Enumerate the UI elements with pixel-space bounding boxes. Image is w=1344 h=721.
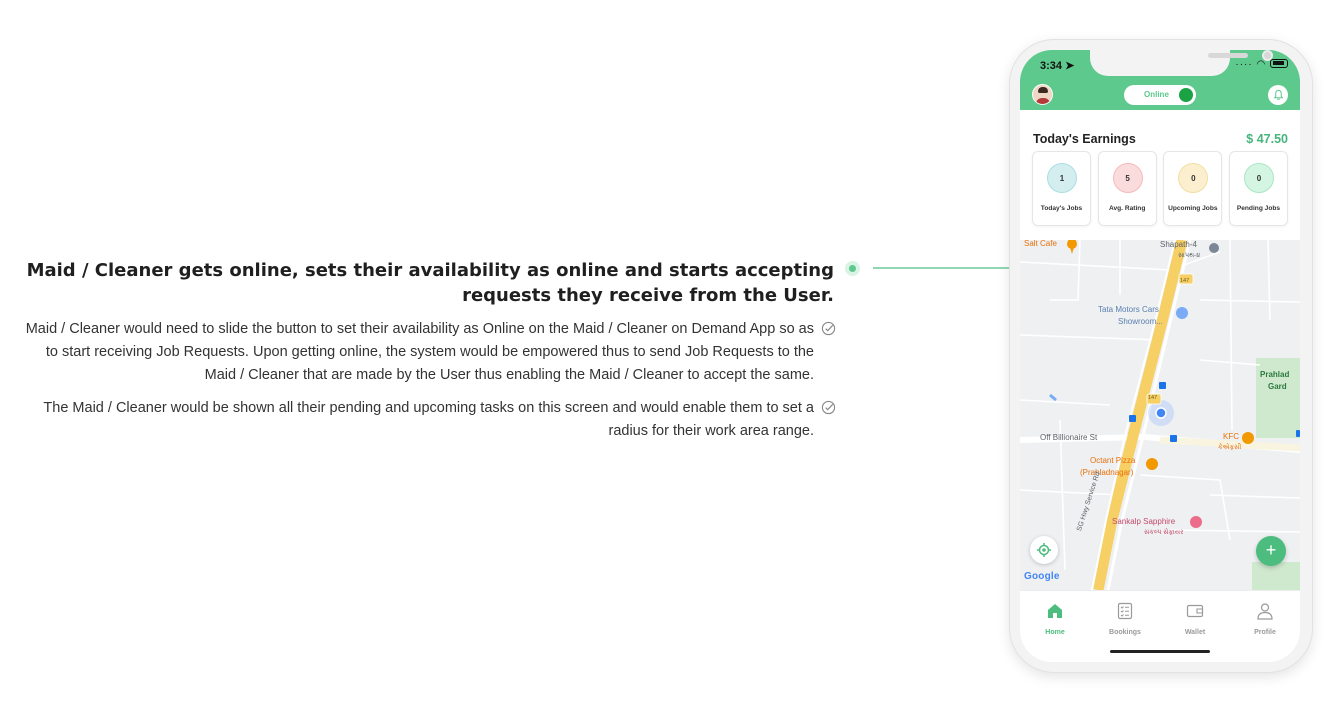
battery-icon — [1270, 59, 1288, 68]
map-label-tata-showroom: Showroom... — [1118, 317, 1163, 326]
status-time — [1040, 59, 1074, 72]
tab-label: Home — [1045, 629, 1065, 636]
earnings-value: $ 47.50 — [1246, 132, 1288, 146]
google-logo: Google — [1024, 571, 1060, 582]
map-road-shield: 147 — [1180, 278, 1190, 284]
stat-label: Upcoming Jobs — [1168, 205, 1218, 212]
online-toggle-label: Online — [1144, 90, 1169, 99]
tab-home[interactable] — [1020, 591, 1090, 662]
map-label-sankalp: Sankalp Sapphire — [1112, 517, 1176, 526]
stat-value: 0 — [1244, 163, 1274, 193]
stat-card-todays-jobs[interactable] — [1032, 151, 1091, 226]
plus-icon: + — [1265, 540, 1277, 560]
bell-icon — [1273, 89, 1284, 101]
bookings-icon — [1116, 602, 1134, 620]
stat-card-upcoming-jobs[interactable] — [1163, 151, 1222, 226]
home-indicator — [1110, 650, 1210, 653]
locate-me-button[interactable] — [1030, 536, 1058, 564]
map-label-shapath: Shapath-4 — [1160, 240, 1197, 249]
check-circle-icon — [821, 321, 836, 336]
connector-dot — [845, 261, 860, 276]
app-header — [1020, 50, 1300, 110]
map-view[interactable] — [1020, 240, 1300, 590]
home-icon — [1046, 602, 1064, 620]
wallet-icon — [1186, 602, 1204, 620]
stat-value: 0 — [1178, 163, 1208, 193]
add-button[interactable] — [1256, 536, 1286, 566]
map-label-prahlad: Prahlad — [1260, 370, 1290, 379]
tab-label: Bookings — [1109, 629, 1141, 636]
stat-card-avg-rating[interactable] — [1098, 151, 1157, 226]
map-label-kfc: KFC — [1223, 432, 1239, 441]
location-arrow-icon: ➤ — [1065, 60, 1075, 72]
phone-mockup — [1010, 40, 1312, 672]
map-label-billionaire-st: Off Billionaire St — [1040, 433, 1098, 442]
feature-title: Maid / Cleaner gets online, sets their availability as online and starts accepting requests they receive from the User. — [26, 260, 834, 306]
phone-screen — [1020, 50, 1300, 662]
avatar[interactable] — [1032, 84, 1053, 105]
stat-value: 5 — [1113, 163, 1143, 193]
crosshair-icon — [1037, 543, 1051, 557]
status-icons — [1235, 59, 1288, 70]
stat-value: 1 — [1047, 163, 1077, 193]
feature-description — [20, 258, 836, 443]
stat-label: Pending Jobs — [1236, 205, 1281, 212]
toggle-knob[interactable] — [1179, 88, 1193, 102]
stat-label: Avg. Rating — [1108, 205, 1146, 212]
tab-profile[interactable] — [1230, 591, 1300, 662]
feature-point-text: Maid / Cleaner would need to slide the button to set their availability as Online on the Maid / Cleaner on Demand App so as to start receiving Job Requests. Upon getting online, the system would be empowered thus to send Job Requests to the Maid / Cleaner that are made by the User thus enabling the Maid / Cleaner to accept the same. — [25, 321, 814, 383]
wifi-icon: ◠ — [1256, 59, 1267, 70]
map-label-salt-cafe: Salt Cafe — [1024, 240, 1057, 248]
tab-label: Profile — [1254, 629, 1276, 636]
phone-notch — [1090, 50, 1230, 76]
profile-icon — [1256, 602, 1274, 620]
notification-button[interactable] — [1268, 85, 1288, 105]
map-label-tata-motors: Tata Motors Cars — [1098, 305, 1159, 314]
stats-row — [1032, 151, 1288, 226]
feature-point-text: The Maid / Cleaner would be shown all their pending and upcoming tasks on this screen and would enable them to set a radius for their work area range. — [43, 400, 814, 439]
feature-point-tasks — [20, 397, 836, 443]
status-time-text: 3:34 — [1040, 60, 1063, 72]
map-label-shapath-gu: સાપથ-૪ — [1178, 252, 1201, 259]
map-label-sg-hwy: SG Hwy Service Rd — [1076, 471, 1102, 533]
signal-icon: ···· — [1235, 59, 1253, 70]
feature-point-online — [20, 318, 836, 387]
stat-card-pending-jobs[interactable] — [1229, 151, 1288, 226]
online-toggle[interactable] — [1124, 85, 1196, 105]
map-label-octant-pizza: Octant Pizza — [1090, 456, 1136, 465]
check-circle-icon — [821, 400, 836, 415]
map-label-prahlad-garden: Gard — [1268, 382, 1287, 391]
map-label-kfc-gu: કેએફસી — [1218, 444, 1242, 451]
connector-line — [873, 267, 1013, 269]
map-road-shield: 147 — [1148, 395, 1158, 401]
map-roads — [1020, 240, 1300, 590]
stat-label: Today's Jobs — [1040, 205, 1083, 212]
map-label-octant-area: (Prahladnagar) — [1080, 468, 1134, 477]
map-label-sankalp-gu: સંકલ્પ સેફાયર — [1144, 529, 1184, 536]
speaker-grille — [1208, 53, 1248, 58]
earnings-label: Today's Earnings — [1033, 132, 1136, 146]
tab-label: Wallet — [1184, 629, 1206, 636]
